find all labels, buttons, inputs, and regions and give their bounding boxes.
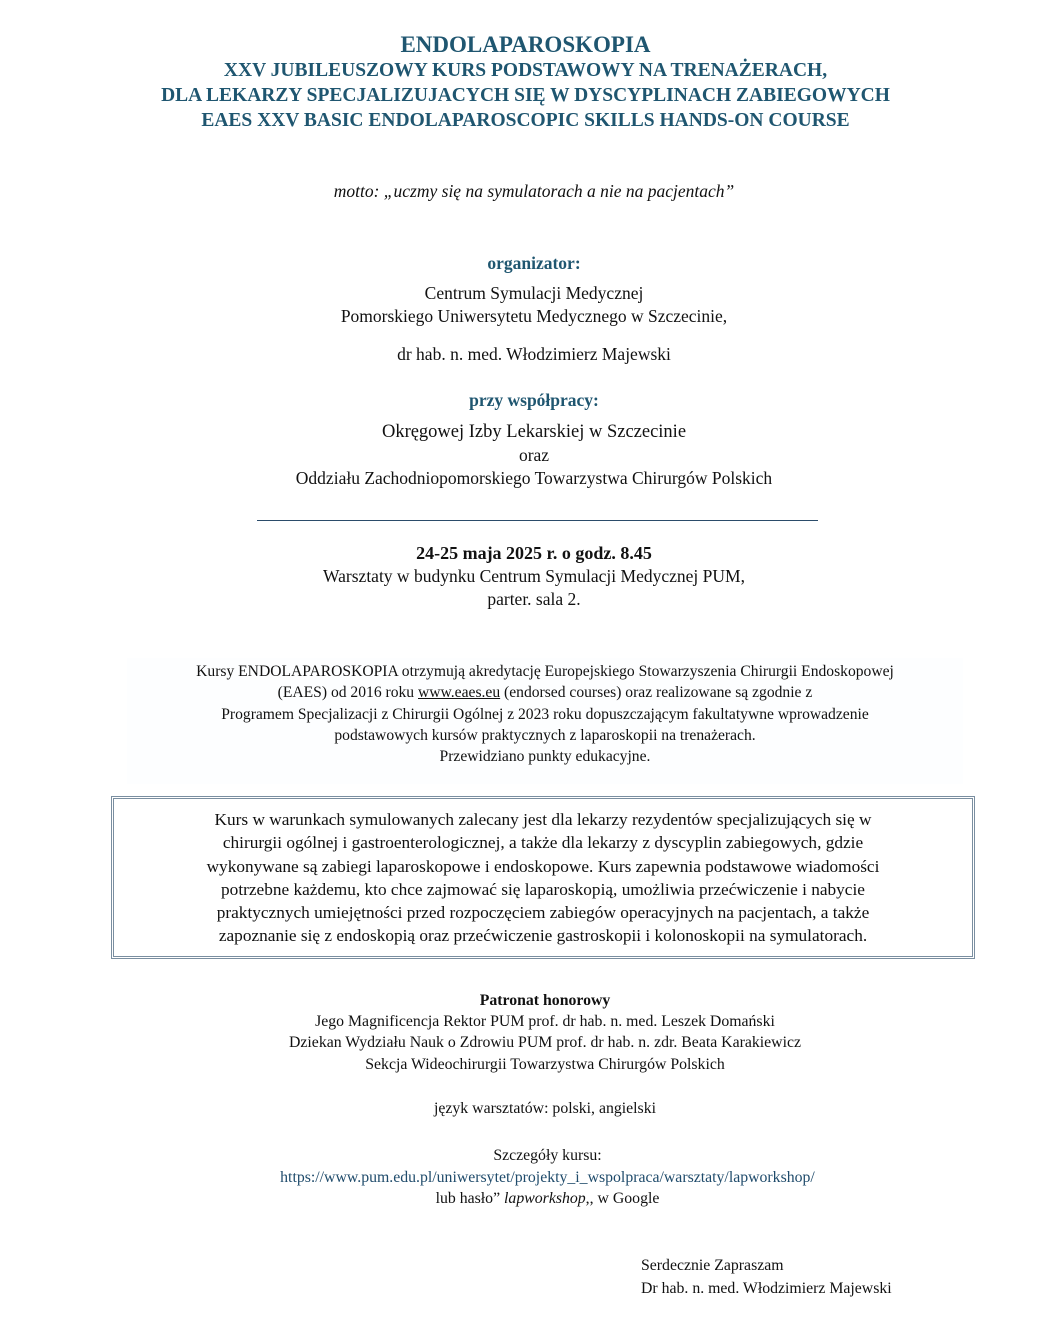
- accreditation-block: [127, 658, 963, 784]
- organizer-person: dr hab. n. med. Włodzimierz Majewski: [397, 344, 671, 364]
- description-line-6: zapoznanie się z endoskopią oraz przećwiczenie gastroskopii i kolonoskopii na symulatorach.: [218, 926, 868, 946]
- description-line-3: wykonywane są zabiegi laparoskopowe i endoskopowe. Kurs zapewnia podstawowe wiadomości: [206, 856, 880, 876]
- workshop-language: język warsztatów: polski, angielski: [434, 1100, 656, 1117]
- accreditation-line-3: Programem Specjalizacji z Chirurgii Ogólnej z 2023 roku dopuszczającym fakultatywne wprowadzenie: [221, 705, 869, 723]
- description-line-2: chirurgii ogólnej i gastroenterologicznej, a także dla lekarzy z dyscyplin zabiegowych, gdzie: [222, 833, 864, 853]
- cooperation-line-1: Okręgowej Izby Lekarskiej w Szczecinie: [381, 422, 687, 442]
- accreditation-line-4: podstawowych kursów praktycznych z laparoskopii na trenażerach.: [334, 726, 756, 744]
- details-search-hint: [0, 1188, 1051, 1210]
- course-subtitle-1: XXV JUBILEUSZOWY KURS PODSTAWOWY NA TRENAŻERACH,: [223, 60, 828, 81]
- signature-line-1: Serdecznie Zapraszam: [641, 1257, 784, 1274]
- eaes-link[interactable]: www.eaes.eu: [418, 684, 501, 702]
- cooperation-heading: przy współpracy:: [469, 390, 599, 410]
- description-line-1: Kurs w warunkach symulowanych zalecany jest dla lekarzy rezydentów specjalizujących się w: [214, 810, 872, 829]
- accreditation-line-1: Kursy ENDOLAPAROSKOPIA otrzymują akredytację Europejskiego Stowarzyszenia Chirurgii Endoskopowej: [196, 663, 894, 680]
- details-heading: Szczegóły kursu:: [493, 1147, 602, 1164]
- hint-prefix: lub hasło”: [435, 1190, 505, 1207]
- details-url-link[interactable]: https://www.pum.edu.pl/uniwersytet/projekty_i_wspolpraca/warsztaty/lapworkshop/: [280, 1168, 815, 1186]
- signature-line-2: Dr hab. n. med. Włodzimierz Majewski: [641, 1279, 892, 1297]
- hint-keyword: lapworkshop: [504, 1190, 586, 1207]
- patronage-line-2: Dziekan Wydziału Nauk o Zdrowiu PUM prof. dr hab. n. zdr. Beata Karakiewicz: [289, 1034, 801, 1052]
- accreditation-line-2-end: (endorsed courses) oraz realizowane są zgodnie z: [500, 684, 813, 702]
- organizer-heading: organizator:: [487, 253, 581, 273]
- description-line-5: praktycznych umiejętności przed rozpoczęciem zabiegów operacyjnych na pacjentach, a także: [216, 903, 870, 923]
- event-place-2: parter. sala 2.: [487, 589, 581, 609]
- accreditation-line-5: Przewidziano punkty edukacyjne.: [439, 748, 651, 766]
- cooperation-line-3: Oddziału Zachodniopomorskiego Towarzystwa Chirurgów Polskich: [295, 468, 773, 488]
- course-title: ENDOLAPAROSKOPIA: [400, 32, 651, 57]
- event-date: 24-25 maja 2025 r. o godz. 8.45: [416, 543, 652, 563]
- signature: [641, 1255, 892, 1300]
- cooperation-partners: [0, 421, 1051, 490]
- patronage-block: [0, 990, 1051, 1075]
- divider: [257, 520, 818, 521]
- cooperation-line-2: oraz: [518, 445, 550, 465]
- hint-suffix: ,, w Google: [585, 1190, 660, 1207]
- event-info: [0, 542, 1051, 611]
- header: [0, 32, 1051, 133]
- accreditation-line-2-start: (EAES) od 2016 roku: [277, 684, 419, 702]
- organizer-line-1: Centrum Symulacji Medycznej: [424, 283, 644, 303]
- patronage-heading: Patronat honorowy: [479, 992, 611, 1009]
- course-description-box: [111, 796, 975, 959]
- course-details: [0, 1145, 1051, 1210]
- course-subtitle-2: DLA LEKARZY SPECJALIZUJACYCH SIĘ W DYSCYPLINACH ZABIEGOWYCH: [161, 85, 890, 106]
- patronage-line-3: Sekcja Wideochirurgii Towarzystwa Chirurgów Polskich: [365, 1055, 725, 1073]
- accreditation-line-2: [127, 682, 963, 703]
- event-place-1: Warsztaty w budynku Centrum Symulacji Medycznej PUM,: [323, 566, 745, 586]
- course-subtitle-3: EAES XXV BASIC ENDOLAPAROSCOPIC SKILLS HANDS-ON COURSE: [201, 110, 850, 131]
- description-line-4: potrzebne każdemu, kto chce zajmować się laparoskopią, umożliwia przećwiczenie i nabycie: [221, 879, 865, 899]
- organizer-name: [0, 282, 1051, 328]
- patronage-line-1: Jego Magnificencja Rektor PUM prof. dr hab. n. med. Leszek Domański: [315, 1013, 775, 1031]
- motto: motto: „uczmy się na symulatorach a nie na pacjentach”: [333, 181, 735, 201]
- organizer-line-2: Pomorskiego Uniwersytetu Medycznego w Szczecinie,: [340, 306, 728, 326]
